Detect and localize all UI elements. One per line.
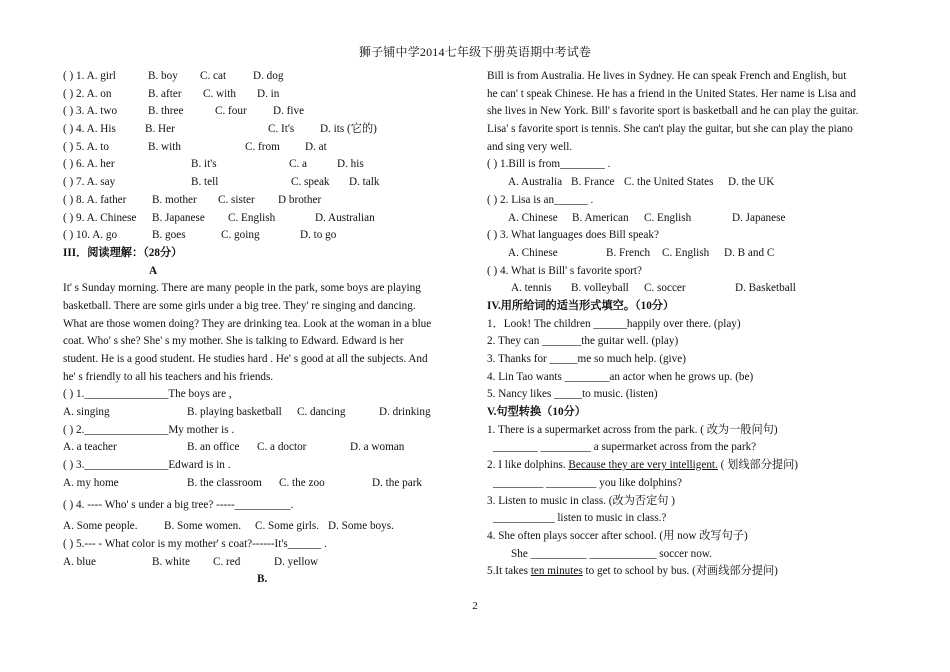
answer-option: C. red [213,555,241,568]
cloze-option: C. going [221,229,260,242]
cloze-option: C. It's [268,123,295,136]
cloze-option: D. to go [300,229,337,242]
transform-5 [487,563,897,581]
passage-b-line: she lives in New York. Bill' s favorite sport is basketball and he can play the guitar. [487,105,859,118]
answer-option: A. a teacher [63,441,117,454]
answer-option: C. Some girls. [255,520,320,533]
exam-title: 狮子铺中学2014七年级下册英语期中考试卷 [358,45,592,59]
cloze-option: B. Japanese [152,211,205,224]
answer-option: B. white [152,555,190,568]
cloze-question-row [63,139,458,157]
cloze-option: B. goes [152,229,186,242]
right-column [487,68,897,581]
cloze-option: D. Australian [315,211,375,224]
passage-a-line: basketball. There are some girls under a big tree. They' re singing and dancing. [63,299,416,312]
question-a4-options [63,518,458,536]
question-b2: ( ) 2. Lisa is an______ . [487,193,594,206]
cloze-option: C. four [215,105,247,118]
transform-3-answer: ___________ listen to music in class.? [493,512,667,525]
transform-2-instruction: ( 划线部分提问) [717,459,799,472]
cloze-question-number-option: ( ) 4. A. His [63,123,116,136]
passage-b-line: Bill is from Australia. He lives in Sydney. He can speak French and English, but [487,70,847,82]
cloze-option: D. dog [253,70,284,82]
fill-in-question: 5. Nancy likes _____to music. (listen) [487,388,658,401]
cloze-question-row [63,192,458,210]
passage-b-line: he can' t speak Chinese. He has a friend in the United States. Her name is Lisa and [487,87,856,100]
answer-option: D. Japanese [732,211,786,224]
passage-b-label: B. [257,573,268,586]
question-b3: ( ) 3. What languages does Bill speak? [487,229,659,242]
answer-option: A. my home [63,476,119,489]
fill-in-question: 1．Look! The children ______happily over there. (play) [487,317,741,330]
cloze-option: B. three [148,105,184,118]
cloze-question-number-option: ( ) 1. A. girl [63,70,116,82]
cloze-option: C. with [203,87,236,100]
question-b4: ( ) 4. What is Bill' s favorite sport? [487,264,642,277]
cloze-option: B. with [148,140,181,153]
cloze-option: D. in [257,87,280,100]
cloze-options-list [63,68,458,245]
cloze-question-row [63,68,458,86]
passage-a-line: It' s Sunday morning. There are many people in the park, some boys are playing [63,282,421,295]
question-b1: ( ) 1.Bill is from________ . [487,158,611,171]
passage-b-line: and sing very well. [487,140,573,153]
passage-a-label: A [149,264,158,277]
passage-a [63,280,458,386]
transform-4: 4. She often plays soccer after school. (用 now 改写句子) [487,529,748,542]
fill-in-question: 4. Lin Tao wants ________an actor when he grows up. (be) [487,370,754,383]
cloze-option: D. five [273,105,305,118]
cloze-question-number-option: ( ) 2. A. on [63,87,112,100]
question-a2-options [63,439,458,457]
answer-option: A. blue [63,555,96,568]
section-4-list [487,316,897,404]
cloze-option: C. a [289,158,308,171]
cloze-question-row [63,156,458,174]
answer-option: A. Chinese [508,246,558,259]
cloze-option: D. its (它的) [320,123,377,136]
question-b3-options [487,245,897,263]
answer-option: B. Some women. [164,520,242,533]
answer-option: C. English [662,246,710,259]
cloze-option: C. sister [218,193,255,206]
section-5-title: V.句型转换（10分） [487,406,586,419]
answer-option: A. Australia [508,176,563,189]
cloze-option: C. cat [200,70,227,82]
question-b1-options [487,174,897,192]
answer-option: D. Some boys. [328,520,394,533]
answer-option: B. American [572,211,629,224]
passage-a-line: coat. Who' s she? She' s my mother. She is talking to Edward. Edward is her [63,335,404,348]
transform-5-instruction: to get to school by bus. (对画线部分提问) [582,565,778,578]
answer-option: D. drinking [379,406,431,419]
answer-option: B. French [606,246,651,259]
cloze-option: C. English [228,211,276,224]
question-a2: ( ) 2._______________My mother is . [63,423,235,436]
cloze-option: B. mother [152,193,197,206]
question-a1-options [63,404,458,422]
cloze-question-row [63,174,458,192]
fill-in-question: 3. Thanks for _____me so much help. (give) [487,353,686,365]
cloze-question-row [63,86,458,104]
cloze-question-number-option: ( ) 7. A. say [63,176,116,189]
passage-a-line: student. He is a good student. He studies hard . He' s good at all the subjects. And [63,353,428,365]
cloze-option: B. Her [145,123,175,136]
cloze-option: B. boy [148,70,178,82]
cloze-option: B. it's [191,158,217,171]
answer-option: B. an office [187,441,240,454]
question-a4: ( ) 4. ---- Who' s under a big tree? -----__________. [63,498,294,511]
question-a3: ( ) 3._______________Edward is in . [63,459,231,472]
answer-option: A. Some people. [63,520,138,533]
section-3-title: III．阅读理解：（28分） [63,246,183,259]
cloze-option: C. from [245,140,280,153]
answer-option: C. the zoo [279,476,325,489]
question-a5-options [63,554,458,572]
answer-option: D. Basketball [735,282,796,295]
cloze-option: B. tell [191,176,219,189]
cloze-question-number-option: ( ) 10. A. go [63,229,118,242]
answer-option: D. the park [372,476,423,489]
cloze-question-number-option: ( ) 3. A. two [63,105,118,118]
transform-1: 1. There is a supermarket across from the park. ( 改为一般问句) [487,423,778,436]
question-b2-options [487,210,897,228]
transform-2-text: 2. I like dolphins. [487,459,569,472]
section-4-title: IV.用所给词的适当形式填空。（10分） [487,299,675,312]
passage-a-line: he' s friendly to all his teachers and his friends. [63,370,274,383]
cloze-question-row [63,121,458,139]
fill-in-question: 2. They can _______the guitar well. (play) [487,335,679,348]
cloze-option: C. speak [291,176,330,189]
cloze-option: D. his [337,158,364,171]
transform-2-answer: _________ _________ you like dolphins? [493,476,682,489]
transform-2-underlined: Because they are very intelligent. [568,459,718,472]
answer-option: B. playing basketball [187,406,282,419]
answer-option: C. soccer [644,282,686,295]
answer-option: C. dancing [297,406,346,419]
answer-option: C. the United States [624,176,714,189]
passage-a-line: What are those women doing? They are drinking tea. Look at the woman in a blue [63,317,432,330]
transform-4-answer: She __________ ____________ soccer now. [511,547,712,560]
cloze-question-number-option: ( ) 9. A. Chinese [63,211,137,224]
answer-option: C. a doctor [257,441,307,454]
transform-3: 3. Listen to music in class. (改为否定句 ) [487,494,675,507]
question-a5: ( ) 5.--- - What color is my mother' s coat?------It's______ . [63,537,327,550]
transform-5-text: 5.It takes [487,565,531,578]
cloze-question-number-option: ( ) 5. A. to [63,140,109,153]
cloze-option: B. after [148,87,182,100]
cloze-option: D. at [305,140,327,153]
answer-option: A. tennis [511,282,552,295]
transform-5-underlined: ten minutes [530,565,583,578]
answer-option: A. singing [63,406,110,419]
answer-option: D. B and C [724,246,775,259]
cloze-question-number-option: ( ) 6. A. her [63,158,115,171]
answer-option: C. English [644,211,692,224]
transform-1-answer: ________ _________ a supermarket across from the park? [493,441,757,454]
cloze-question-row [63,210,458,228]
cloze-question-row [63,227,458,245]
left-column [63,68,458,589]
cloze-question-row [63,103,458,121]
passage-b [487,68,897,156]
question-a3-options [63,475,458,493]
page-number: 2 [472,600,478,612]
answer-option: A. Chinese [508,211,558,224]
transform-2 [487,457,897,475]
answer-option: D. yellow [274,555,319,568]
answer-option: B. volleyball [571,282,629,295]
answer-option: B. France [571,176,615,189]
answer-option: B. the classroom [187,476,262,489]
answer-option: D. the UK [728,176,775,189]
cloze-option: D. talk [349,176,380,189]
answer-option: D. a woman [350,441,405,454]
cloze-question-number-option: ( ) 8. A. father [63,193,127,206]
question-a1: ( ) 1._______________The boys are , [63,388,232,401]
question-b4-options [487,280,897,298]
cloze-option: D brother [278,193,322,206]
passage-b-line: Lisa' s favorite sport is tennis. She can't play the guitar, but she can play the piano [487,123,853,136]
